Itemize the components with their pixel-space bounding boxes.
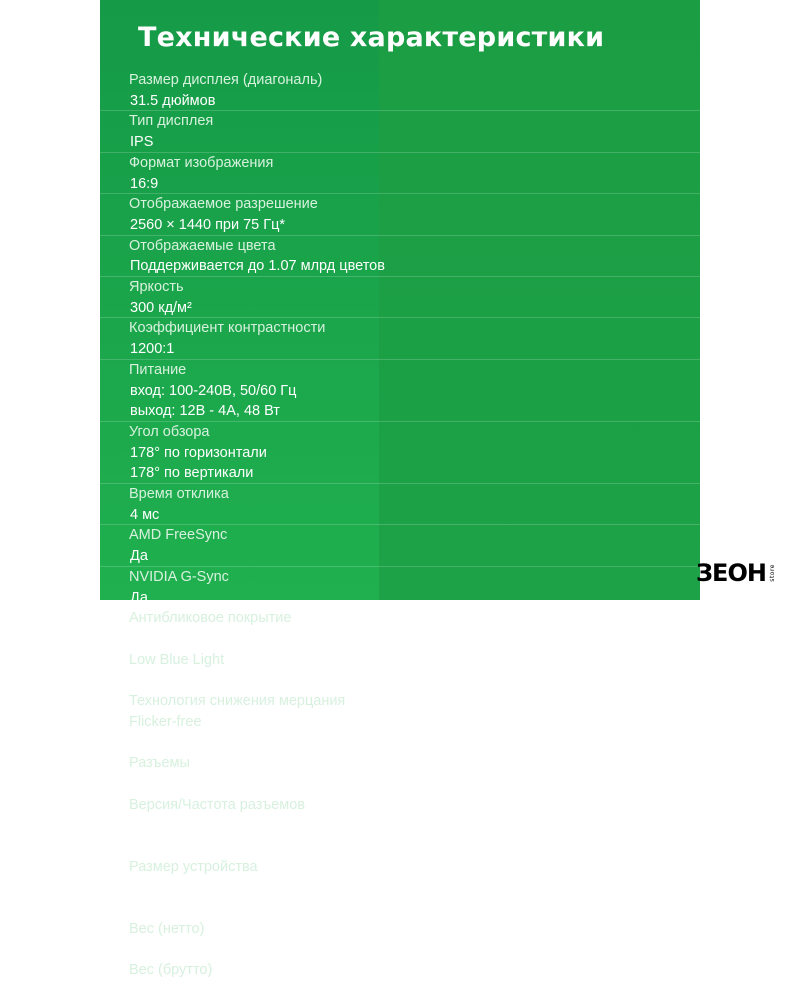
spec-value-line: HDMI (2.1 TMDS/75 Гц) xyxy=(130,817,287,834)
spec-value-line: Поддерживается до 1.07 млрд цветов xyxy=(130,258,385,275)
spec-label-line: Отображаемые цвета xyxy=(129,237,276,254)
spec-value-line: 31.5 дюймов xyxy=(130,92,216,109)
spec-value xyxy=(100,981,450,1002)
spec-value xyxy=(100,443,450,484)
spec-label xyxy=(100,236,362,257)
spec-value-line: Да xyxy=(130,630,148,647)
spec-value xyxy=(100,256,450,277)
spec-row xyxy=(100,111,700,152)
spec-row xyxy=(100,236,700,277)
spec-label xyxy=(100,795,362,816)
spec-row xyxy=(100,650,700,691)
spec-row xyxy=(100,194,700,235)
spec-value xyxy=(100,815,450,856)
spec-value-line: выход: 12В - 4А, 48 Вт xyxy=(130,403,280,420)
spec-row xyxy=(100,960,700,1001)
spec-value xyxy=(100,505,450,526)
spec-panel xyxy=(100,0,700,999)
spec-label-line: Коэффициент контрастности xyxy=(129,320,326,337)
spec-value xyxy=(100,733,450,754)
spec-label xyxy=(100,919,362,940)
spec-value-line: 2560 × 1440 при 75 Гц* xyxy=(130,216,286,233)
spec-label xyxy=(100,194,362,215)
spec-label-line: Версия/Частота разъемов xyxy=(129,796,305,813)
spec-row xyxy=(100,153,700,194)
spec-value-line: 6.0 кг xyxy=(130,941,166,958)
spec-row xyxy=(100,795,700,857)
spec-row xyxy=(100,422,700,484)
spec-value xyxy=(100,670,450,691)
spec-value xyxy=(100,215,450,236)
spec-row xyxy=(100,608,700,649)
spec-row xyxy=(100,360,700,422)
spec-value-line: DC/HDMI x 2/DP/AUX xyxy=(130,775,274,792)
spec-value xyxy=(100,298,450,319)
logo-subtext: store xyxy=(768,564,776,582)
spec-row xyxy=(100,753,700,794)
spec-label-line: Питание xyxy=(129,361,187,378)
spec-label xyxy=(100,318,362,339)
spec-label-line: Формат изображения xyxy=(129,154,274,171)
spec-value-line: Да xyxy=(130,672,148,689)
spec-value-line: Да xyxy=(130,589,148,606)
spec-row xyxy=(100,70,700,111)
spec-label xyxy=(100,857,362,878)
spec-label xyxy=(100,608,362,629)
spec-row xyxy=(100,318,700,359)
spec-value-line: С подставкой: 715.1 x 523 x 184.6 мм xyxy=(130,900,381,917)
spec-label xyxy=(100,360,362,381)
spec-value-line: 4 мс xyxy=(130,506,160,523)
spec-value xyxy=(100,546,450,567)
spec-row xyxy=(100,525,700,566)
spec-value-line: Без подставки: 715.1 x 422.8 x 49.3 мм xyxy=(130,879,390,896)
spec-value xyxy=(100,774,450,795)
spec-label-line: Low Blue Light xyxy=(129,651,225,668)
spec-value xyxy=(100,381,450,422)
spec-label xyxy=(100,525,362,546)
zeon-logo xyxy=(696,558,776,588)
logo-text: ЗЕОН xyxy=(696,559,766,587)
spec-value xyxy=(100,940,450,961)
spec-value-line: 7.6 кг xyxy=(130,982,166,999)
spec-value xyxy=(100,629,450,650)
spec-label xyxy=(100,484,362,505)
spec-value xyxy=(100,174,450,195)
spec-label-line: Разъемы xyxy=(129,755,190,772)
spec-label xyxy=(100,153,362,174)
spec-table xyxy=(100,70,700,1002)
spec-label xyxy=(100,650,362,671)
spec-label-line: Яркость xyxy=(129,279,184,296)
spec-label xyxy=(100,691,362,732)
spec-label-line: Тип дисплея xyxy=(129,113,214,130)
spec-value xyxy=(100,91,450,112)
spec-label-line: Размер дисплея (диагональ) xyxy=(129,72,323,88)
spec-value-line: 178° по горизонтали xyxy=(130,444,267,461)
spec-row xyxy=(100,919,700,960)
spec-label-line: NVIDIA G-Sync xyxy=(129,568,229,585)
spec-label xyxy=(100,422,362,443)
spec-label-line: Технология снижения мерцания xyxy=(129,693,346,710)
spec-value-line: Да xyxy=(130,548,148,565)
spec-value-line: Да xyxy=(130,734,148,751)
spec-label-line: Вес (нетто) xyxy=(129,920,205,937)
spec-value xyxy=(100,339,450,360)
spec-value-line: 300 кд/м² xyxy=(130,299,192,316)
spec-value-line: IPS xyxy=(130,134,154,151)
spec-value xyxy=(100,588,450,609)
spec-value-line: DisplayPort (1.4/75 Гц) xyxy=(130,838,279,855)
spec-value-line: 178° по вертикали xyxy=(130,465,254,482)
spec-label-line: Вес (брутто) xyxy=(129,962,213,979)
spec-row xyxy=(100,484,700,525)
spec-label-line: Антибликовое покрытие xyxy=(129,610,292,627)
spec-label xyxy=(100,277,362,298)
spec-value xyxy=(100,132,450,153)
spec-value-line: 1200:1 xyxy=(130,341,175,358)
spec-label-line: Flicker-free xyxy=(129,713,202,730)
spec-row xyxy=(100,567,700,608)
spec-value xyxy=(100,877,450,918)
spec-value-line: 16:9 xyxy=(130,175,159,192)
page-title: Технические характеристики xyxy=(138,22,605,53)
spec-label-line: Время отклика xyxy=(129,486,229,503)
spec-label xyxy=(100,567,362,588)
spec-row xyxy=(100,691,700,753)
spec-row xyxy=(100,857,700,919)
spec-label-line: AMD FreeSync xyxy=(129,527,228,544)
spec-label xyxy=(100,753,362,774)
spec-label-line: Угол обзора xyxy=(129,423,210,440)
spec-label-line: Размер устройства xyxy=(129,858,258,875)
spec-label xyxy=(100,70,362,91)
spec-label-line: Отображаемое разрешение xyxy=(129,196,318,213)
spec-value-line: вход: 100-240В, 50/60 Гц xyxy=(130,382,297,399)
spec-label xyxy=(100,960,362,981)
spec-label xyxy=(100,111,362,132)
spec-row xyxy=(100,277,700,318)
